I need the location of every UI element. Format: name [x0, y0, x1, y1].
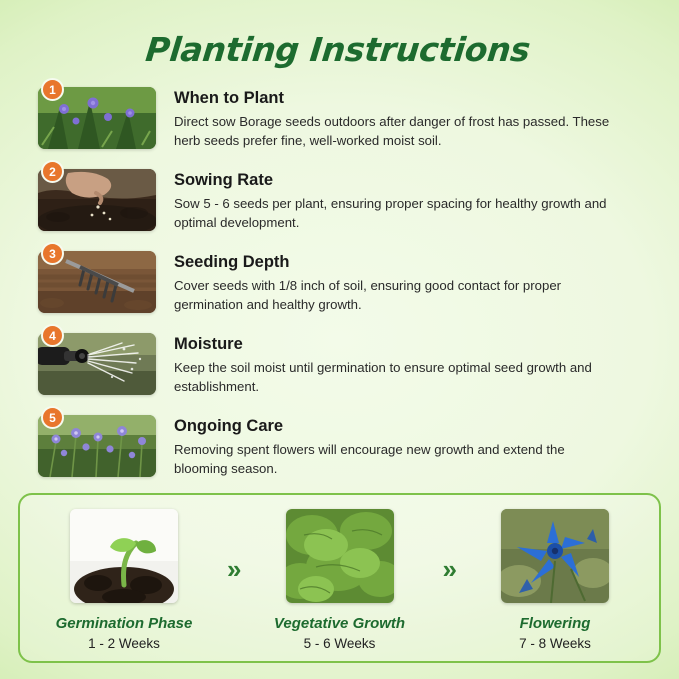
step-text: [156, 251, 649, 314]
timeline-stage-label: Flowering: [519, 615, 591, 632]
step-heading: Moisture: [174, 335, 243, 353]
timeline-stage-duration: 1 - 2 Weeks: [88, 636, 160, 651]
step-heading: Seeding Depth: [174, 253, 290, 271]
list-item: [38, 246, 649, 323]
step-number-badge: 3: [41, 242, 64, 265]
timeline-stage-germination: [36, 509, 212, 651]
step-text: [156, 87, 649, 150]
step-thumbnail-wrap: [38, 246, 156, 313]
timeline-stage-duration: 7 - 8 Weeks: [519, 636, 591, 651]
step-heading: Ongoing Care: [174, 417, 284, 435]
list-item: [38, 164, 649, 241]
step-heading: When to Plant: [174, 89, 284, 107]
step-body: Keep the soil moist until germination to ensure optimal seed growth and establishment.: [174, 360, 592, 394]
blue-borage-flower-photo: [501, 509, 609, 603]
timeline-stage-flowering: [467, 509, 643, 651]
growth-timeline-panel: [18, 493, 661, 663]
step-body: Removing spent flowers will encourage new growth and extend the blooming season.: [174, 442, 565, 476]
list-item: [38, 328, 649, 405]
step-text: [156, 333, 649, 396]
steps-list: [0, 82, 679, 487]
growth-timeline-row: [36, 509, 643, 651]
step-body: Direct sow Borage seeds outdoors after danger of frost has passed. These herb seeds prefer fine, well-worked moist soil.: [174, 114, 610, 148]
timeline-stage-label: Vegetative Growth: [273, 615, 406, 632]
timeline-stage-label: Germination Phase: [55, 615, 193, 632]
page-title: Planting Instructions: [143, 30, 533, 69]
step-thumbnail-wrap: [38, 82, 156, 149]
step-number-badge: 5: [41, 406, 64, 429]
step-text: [156, 169, 649, 232]
step-thumbnail-wrap: [38, 164, 156, 231]
green-leaves-photo: [286, 509, 394, 603]
step-text: [156, 415, 649, 478]
step-body: Sow 5 - 6 seeds per plant, ensuring proper spacing for healthy growth and optimal development.: [174, 196, 607, 230]
step-thumbnail-wrap: [38, 328, 156, 395]
list-item: [38, 410, 649, 487]
step-heading: Sowing Rate: [174, 171, 274, 189]
step-number-badge: 2: [41, 160, 64, 183]
step-body: Cover seeds with 1/8 inch of soil, ensuring good contact for proper germination and healthy growth.: [174, 278, 562, 312]
chevron-right-icon: »: [442, 554, 452, 584]
list-item: [38, 82, 649, 159]
chevron-right-icon: »: [227, 554, 237, 584]
step-thumbnail-wrap: [38, 410, 156, 477]
step-number-badge: 1: [41, 78, 64, 101]
step-number-badge: 4: [41, 324, 64, 347]
sprout-seedling-photo: [70, 509, 178, 603]
timeline-stage-duration: 5 - 6 Weeks: [303, 636, 376, 651]
timeline-stage-vegetative: [252, 509, 428, 651]
